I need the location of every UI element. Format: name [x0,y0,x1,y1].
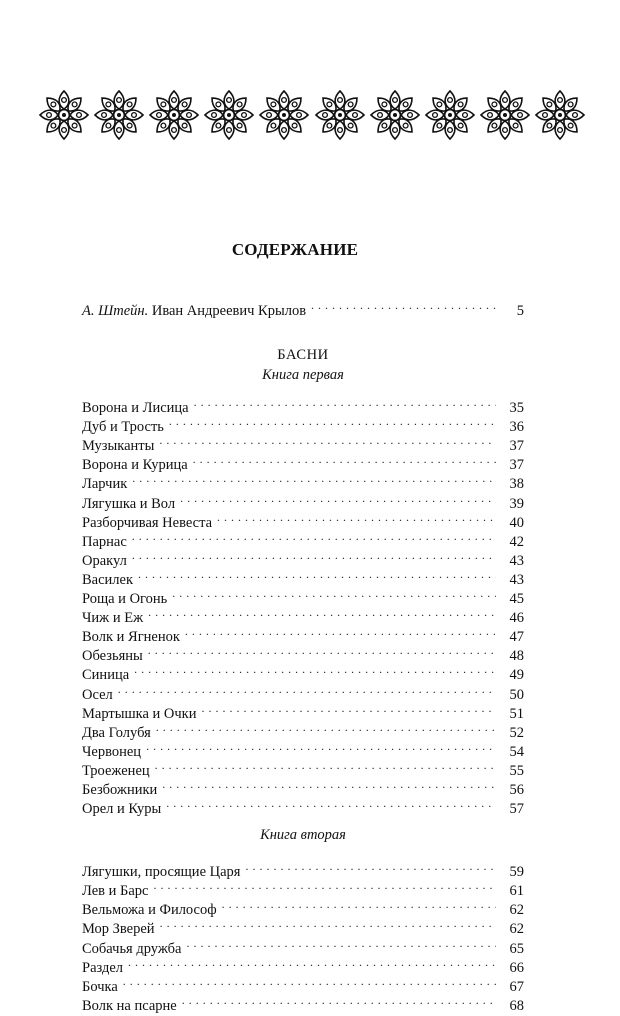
toc-entry-page: 43 [509,571,524,588]
dot-leader [154,718,496,737]
toc-entry-title: Лягушки, просящие Царя [82,864,241,881]
toc-entry[interactable] [82,527,524,550]
toc-entry[interactable] [82,756,524,779]
rosette-ornament-icon [148,89,200,141]
rosette-ornament-icon [203,89,255,141]
toc-entry-title: Парнас [82,533,127,550]
toc-entry-title: Собачья дружба [82,940,182,957]
toc-entry-title: Мартышка и Очки [82,705,197,722]
toc-entry-title: Лягушка и Вол [82,495,176,512]
toc-entry-title: Раздел [82,959,124,976]
dot-leader [126,953,496,972]
toc-entry[interactable] [82,393,524,417]
dot-leader [185,934,497,953]
toc-entry[interactable] [82,489,524,512]
dot-leader [164,794,496,813]
toc-entry-title: Синица [82,667,130,684]
toc-entry[interactable] [82,857,524,881]
toc-entry-page: 42 [509,533,524,550]
rosette-ornament-icon [369,89,421,141]
toc-entry-title: Червонец [82,743,142,760]
toc-entry-title: Волк на псарне [82,997,177,1014]
rosette-ornament-icon [314,89,366,141]
toc-entry-page: 36 [509,419,524,436]
book-heading-first: Книга первая [262,367,344,384]
toc-entry-title: Чиж и Еж [82,610,144,627]
toc-entry-title: Лев и Барс [82,883,149,900]
toc-entry-page: 65 [509,940,524,957]
toc-entry-page: 37 [509,438,524,455]
dot-leader [180,991,496,1010]
dot-leader [183,622,496,641]
toc-entry-title: Троеженец [82,762,150,779]
toc-entry-page: 66 [509,959,524,976]
book-second-entries [82,857,524,1014]
dot-leader [146,603,496,622]
dot-leader [158,914,496,933]
toc-entry-page: 46 [509,610,524,627]
toc-entry[interactable] [82,699,524,722]
toc-entry[interactable] [82,737,524,760]
dot-leader [157,431,496,450]
rosette-ornament-icon [38,89,90,141]
toc-entry-page: 68 [509,997,524,1014]
toc-entry-title: Волк и Ягненок [82,629,180,646]
toc-entry-page: 5 [516,303,524,319]
toc-entry[interactable] [82,622,524,646]
toc-entry-title: Орел и Куры [82,801,162,818]
toc-entry-page: 67 [509,978,524,995]
toc-entry-title: Роща и Огонь [82,591,168,608]
toc-entry[interactable] [82,565,524,588]
toc-intro-entry[interactable] [82,296,524,319]
toc-entry[interactable] [82,660,524,684]
book-first-entries [82,393,524,818]
rosette-ornament-icon [258,89,310,141]
dot-leader [146,641,496,660]
toc-entry[interactable] [82,546,524,569]
toc-entry-title: Ларчик [82,476,128,493]
toc-entry-page: 59 [509,864,524,881]
toc-entry-title: Василек [82,571,134,588]
toc-entry[interactable] [82,953,524,976]
dot-leader [132,660,496,679]
dot-leader [178,489,496,508]
dot-leader [121,972,496,991]
toc-entry-page: 54 [509,743,524,760]
book-heading-second: Книга вторая [260,827,346,844]
rosette-ornament-icon [534,89,586,141]
toc-entry-title: Обезьяны [82,648,143,665]
toc-entry-title: Ворона и Лисица [82,400,189,417]
toc-entry-page: 61 [509,883,524,900]
toc-entry-title [82,302,309,321]
dot-leader [130,546,496,565]
toc-entry-title: Музыканты [82,438,155,455]
toc-entry-page: 37 [509,457,524,474]
toc-intro-author: А. Штейн. [82,303,149,319]
rosette-ornament-icon [479,89,531,141]
toc-entry[interactable] [82,641,524,665]
toc-entry-title: Мор Зверей [82,921,155,938]
toc-entry-page: 45 [509,591,524,608]
header-ornament [38,86,586,144]
table-of-contents [82,296,524,1014]
dot-leader [160,775,496,794]
toc-entry-page: 55 [509,762,524,779]
toc-entry-title: Бочка [82,978,118,995]
dot-leader [170,584,496,603]
rosette-ornament-icon [424,89,476,141]
dot-leader [191,450,496,469]
toc-entry[interactable] [82,603,524,627]
dot-leader [136,565,496,584]
dot-leader [116,680,496,699]
toc-entry-page: 56 [509,781,524,798]
toc-entry-title: Оракул [82,552,127,569]
dot-leader [215,508,496,527]
toc-entry-page: 62 [509,902,524,919]
toc-entry-title: Осел [82,686,113,703]
toc-entry-title: Два Голубя [82,724,151,741]
toc-entry-page: 62 [509,921,524,938]
toc-entry[interactable] [82,469,524,493]
toc-entry[interactable] [82,991,524,1014]
dot-leader [151,876,496,895]
toc-entry-title: Разборчивая Невеста [82,514,213,531]
toc-entry-page: 35 [509,400,524,417]
section-heading: БАСНИ [277,347,329,364]
dot-leader [243,857,496,876]
dot-leader [130,469,496,488]
toc-entry-page: 40 [509,514,524,531]
toc-entry[interactable] [82,680,524,703]
toc-entry[interactable] [82,972,524,995]
toc-entry-title: Безбожники [82,781,158,798]
toc-entry-page: 52 [509,724,524,741]
toc-entry-page: 43 [509,552,524,569]
dot-leader [199,699,496,718]
toc-entry-page: 57 [509,801,524,818]
dot-leader [144,737,496,756]
toc-entry-title: Дуб и Трость [82,419,164,436]
toc-entry-page: 51 [509,705,524,722]
dot-leader [167,412,496,431]
toc-entry-title: Вельможа и Философ [82,902,217,919]
page-title: СОДЕРЖАНИЕ [231,240,359,259]
dot-leader [153,756,496,775]
toc-entry-page: 47 [509,629,524,646]
toc-entry[interactable] [82,584,524,608]
dot-leader [130,527,496,546]
dot-leader [220,895,496,914]
toc-entry-page: 38 [509,476,524,493]
toc-entry-page: 48 [509,648,524,665]
toc-entry-page: 39 [509,495,524,512]
toc-intro-title: Иван Андреевич Крылов [148,303,307,319]
toc-entry-page: 49 [509,667,524,684]
toc-entry-title: Ворона и Курица [82,457,188,474]
dot-leader [309,296,496,315]
dot-leader [192,393,496,412]
rosette-ornament-icon [93,89,145,141]
toc-entry-page: 50 [509,686,524,703]
